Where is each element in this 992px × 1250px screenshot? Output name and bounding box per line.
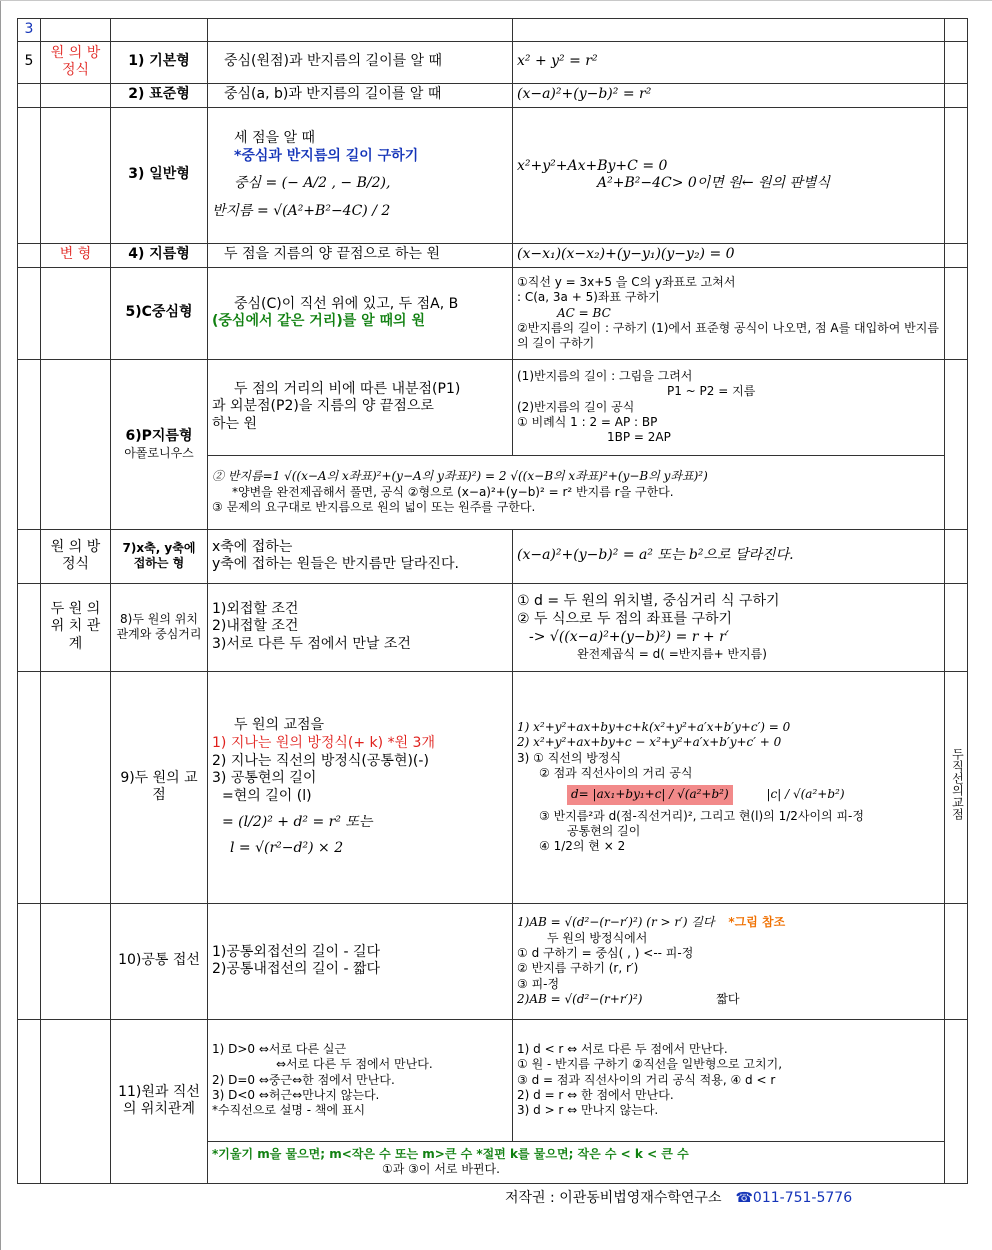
table-row: 6)P지름형 아폴로니우스 두 점의 거리의 비에 따른 내분점(P1) 과 외분점(P2)을 지름의 양 끝점으로 하는 원 (1)반지름의 길이 : 그림을 그려서 P1 ~ P2 = 지름 (2)반지름의 길이 공식 ① 비례식 1 : 2 = AP : BP 1BP = 2AP: [18, 359, 968, 455]
table-row: 변 형 4) 지름형 두 점을 지름의 양 끝점으로 하는 원 (x−x₁)(x−x₂)+(y−y₁)(y−y₂) = 0: [18, 243, 968, 267]
table-header-row: [18, 19, 968, 42]
table-row: 11)원과 직선의 위치관계 1) D>0 ⇔서로 다른 실근 ⇔서로 다른 두 점에서 만난다. 2) D=0 ⇔중근⇔한 점에서 만난다. 3) D<0 ⇔허근⇔만나지 않는다. *수직선으로 설명 - 책에 표시 1) d < r ⇔ 서로 다른 두 점에서 만난다. ① 원 - 반지름 구하기 ②직선을 일반형으로 고치기, ③ d = 점과 직선사이의 거리 공식 적용, ④ d < r 2) d = r ⇔ 한 점에서 만난다. 3) d > r ⇔ 만나지 않는다.: [18, 1019, 968, 1141]
page-left-edge: [0, 0, 1, 1250]
table-row: 5 원 의 방정식 1) 기본형 중심(원점)과 반지름의 길이를 알 때 x² + y² = r²: [18, 41, 968, 83]
table-row: *기울기 m을 물으면; m<작은 수 또는 m>큰 수 *절편 k를 물으면; 작은 수 < k < 큰 수 ①과 ③이 서로 바뀐다.: [18, 1141, 968, 1183]
table-row: 두 원 의 위 치 관계 8)두 원의 위치관계와 중심거리 1)외접할 조건 2)내접할 조건 3)서로 다른 두 점에서 만날 조건 ① d = 두 원의 위치별, 중심거리 식 구하기 ② 두 식으로 두 점의 좌표를 구하기 -> √((x−a)²+(y−b)²) = r + r′ 완전제곱식 = d( =반지름+ 반지름): [18, 583, 968, 671]
side-note-vertical: 두직선의교점: [950, 748, 965, 821]
table-row: 2) 표준형 중심(a, b)과 반지름의 길이를 알 때 (x−a)²+(y−b)² = r²: [18, 83, 968, 107]
table-row: 5)C중심형 중심(C)이 직선 위에 있고, 두 점A, B (중심에서 같은 거리)를 알 때의 원 ①직선 y = 3x+5 을 C의 y좌표로 고쳐서 : C(a, 3a + 5)좌표 구하기 AC = BC ②반지름의 길이 : 구하기 (1)에서 표준형 공식이 나오면, 점 A를 대입하여 반지름의 길이 구하기: [18, 267, 968, 359]
table-row: ② 반지름=1 √((x−A의 x좌표)²+(y−A의 y좌표)²) = 2 √((x−B의 x좌표)²+(y−B의 y좌표)²) *양변을 완전제곱해서 풀면, 공식 ②형으로 (x−a)²+(y−b)² = r² 반지름 r을 구한다. ③ 문제의 요구대로 반지름으로 원의 넓이 또는 원주를 구한다.: [18, 455, 968, 529]
table-row: 10)공통 접선 1)공통외접선의 길이 - 길다 2)공통내접선의 길이 - 짧다 1)AB = √(d²−(r−r′)²) (r > r′) 길다 *그림 참조 두 원의 방정식에서 ① d 구하기 = 중심( , ) <-- 피-정 ② 반지름 구하기 (r, r′) ③ 피-정 2)AB = √(d²−(r+r′)²) 짧다: [18, 903, 968, 1019]
distance-formula-highlight: d= |ax₁+by₁+c| / √(a²+b²): [567, 785, 733, 804]
phone-number: ☎011-751-5776: [735, 1190, 853, 1206]
page-top-edge: [0, 0, 992, 1]
table-row: 원 의 방정식 7)x축, y축에 접하는 형 x축에 접하는 y축에 접하는 원들은 반지름만 달라진다. (x−a)²+(y−b)² = a² 또는 b²으로 달라진다.: [18, 529, 968, 583]
section-number: 3: [18, 19, 41, 42]
footer-copyright: 저작권 : 이관동비법영재수학연구소 ☎011-751-5776: [505, 1190, 853, 1206]
table-row: 9)두 원의 교점 두 원의 교점을 1) 지나는 원의 방정식(+ k) *원 3개 2) 지나는 직선의 방정식(공통현)(-) 3) 공통현의 길이 =현의 길이 (l) = (l/2)² + d² = r² 또는 l = √(r²−d²) × 2 1) x²+y²+ax+by+c+k(x²+y²+a′x+b′y+c′) = 0 2) x²+y²+ax+by+c − x²+y²+a′x+b′y+c′ + 0 3) ① 직선의 방정식 ② 점과 직선사이의 거리 공식 d= |ax₁+by₁+c| / √(a²+b²) |c| / √(a²+b²) ③ 반지름²과 d(점-직선거리)², 그리고 현(l)의 1/2사이의 피-정 공통현의 길이 ④ 1/2의 현 × 2 두직선의교점: [18, 671, 968, 903]
table-row: 3) 일반형 세 점을 알 때 *중심과 반지름의 길이 구하기 중심 = (− A/2 , − B/2), 반지름 = √(A²+B²−4C) / 2 x²+y²+Ax+By+C = 0 A²+B²−4C> 0이면 원← 원의 판별식: [18, 107, 968, 243]
formula-table: [17, 18, 968, 1184]
